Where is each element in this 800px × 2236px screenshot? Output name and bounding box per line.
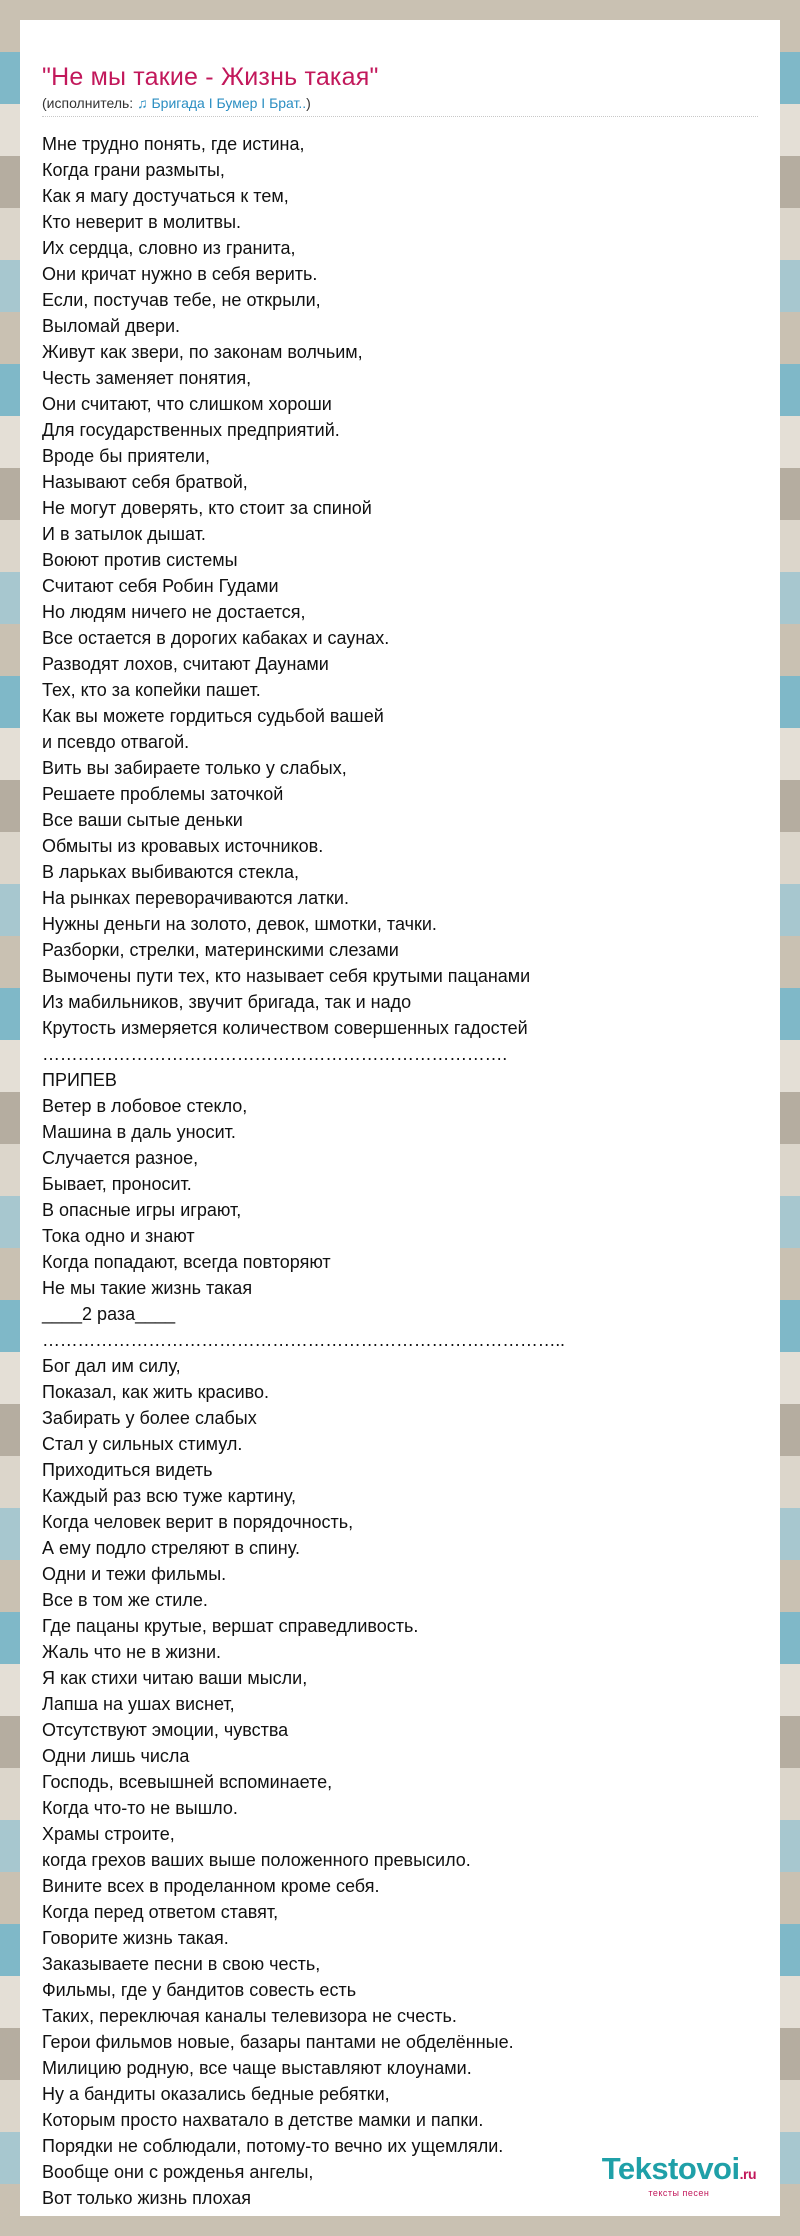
lyric-line: Не мы такие жизнь такая — [42, 1278, 253, 1298]
lyric-line: Как я магу достучаться к тем, — [42, 186, 289, 206]
lyric-line: Все ваши сытые деньки — [42, 810, 243, 830]
lyric-line: Разборки, стрелки, материнскими слезами — [42, 940, 399, 960]
lyric-line: В опасные игры играют, — [42, 1200, 242, 1220]
lyric-line: Из мабильников, звучит бригада, так и надо — [42, 992, 412, 1012]
logo-domain: .ru — [739, 2166, 756, 2182]
song-title: "Не мы такие - Жизнь такая" — [42, 63, 379, 91]
lyric-line: Отсутствуют эмоции, чувства — [42, 1720, 289, 1740]
lyric-line: Бывает, проносит. — [42, 1174, 192, 1194]
lyric-line: Для государственных предприятий. — [42, 420, 340, 440]
lyric-line: ……………………………………………………………………. — [42, 1044, 507, 1064]
lyric-line: Вить вы забираете только у слабых, — [42, 758, 347, 778]
lyric-line: Забирать у более слабых — [42, 1408, 257, 1428]
logo-tagline: тексты песен — [648, 2188, 710, 2198]
lyric-line: Говорите жизнь такая. — [42, 1928, 229, 1948]
lyric-line: Случается разное, — [42, 1148, 199, 1168]
lyric-line: Когда человек верит в порядочность, — [42, 1512, 354, 1532]
lyric-line: Выломай двери. — [42, 316, 181, 336]
lyric-line: Вообще они с рожденья ангелы, — [42, 2162, 314, 2182]
lyric-line: Не могут доверять, кто стоит за спиной — [42, 498, 372, 518]
lyric-line: Если, постучав тебе, не открыли, — [42, 290, 321, 310]
lyric-line: Когда грани размыты, — [42, 160, 225, 180]
lyric-line: Все остается в дорогих кабаках и саунах. — [42, 628, 390, 648]
lyric-line: Приходиться видеть — [42, 1460, 213, 1480]
lyrics-card — [20, 20, 780, 2216]
lyric-line: Я как стихи читаю ваши мысли, — [42, 1668, 308, 1688]
lyric-line: Ну а бандиты оказались бедные ребятки, — [42, 2084, 390, 2104]
lyric-line: Тех, кто за копейки пашет. — [42, 680, 261, 700]
lyric-line: Машина в даль уносит. — [42, 1122, 236, 1142]
lyric-line: Честь заменяет понятия, — [42, 368, 252, 388]
site-logo[interactable] — [602, 2153, 756, 2198]
logo-wordmark — [602, 2153, 756, 2190]
lyric-line: Стал у сильных стимул. — [42, 1434, 243, 1454]
lyric-line: Воюют против системы — [42, 550, 238, 570]
lyric-line: ____2 раза____ — [42, 1304, 176, 1324]
lyric-line: Таких, переключая каналы телевизора не счесть. — [42, 2006, 457, 2026]
lyric-line: На рынках переворачиваются латки. — [42, 888, 349, 908]
lyric-line: Заказываете песни в свою честь, — [42, 1954, 321, 1974]
lyric-line: Вот только жизнь плохая — [42, 2188, 251, 2208]
lyric-line: Они считают, что слишком хороши — [42, 394, 332, 414]
performer-suffix: ) — [306, 95, 311, 111]
lyric-line: Решаете проблемы заточкой — [42, 784, 284, 804]
lyric-line: Жаль что не в жизни. — [42, 1642, 222, 1662]
lyric-line: Показал, как жить красиво. — [42, 1382, 269, 1402]
lyric-line: Кто неверит в молитвы. — [42, 212, 242, 232]
lyric-line: Когда что-то не вышло. — [42, 1798, 238, 1818]
lyric-line: Разводят лохов, считают Даунами — [42, 654, 329, 674]
lyric-line: Каждый раз всю туже картину, — [42, 1486, 297, 1506]
lyric-line: Милицию родную, все чаще выставляют клоунами. — [42, 2058, 472, 2078]
song-performer-line — [42, 94, 758, 117]
lyric-line: ПРИПЕВ — [42, 1070, 117, 1090]
lyrics-text — [42, 131, 758, 2211]
lyric-line: Когда попадают, всегда повторяют — [42, 1252, 331, 1272]
lyric-line: Считают себя Робин Гудами — [42, 576, 279, 596]
performer-prefix: (исполнитель: — [42, 95, 138, 111]
lyric-line: Одни и тежи фильмы. — [42, 1564, 227, 1584]
lyric-line: Все в том же стиле. — [42, 1590, 208, 1610]
lyric-line: Нужны деньги на золото, девок, шмотки, тачки. — [42, 914, 437, 934]
lyric-line: Живут как звери, по законам волчьим, — [42, 342, 363, 362]
lyric-line: Называют себя братвой, — [42, 472, 248, 492]
lyric-line: когда грехов ваших выше положенного превысило. — [42, 1850, 471, 1870]
lyric-line: и псевдо отвагой. — [42, 732, 190, 752]
lyric-line: Тока одно и знают — [42, 1226, 195, 1246]
lyric-line: Когда перед ответом ставят, — [42, 1902, 279, 1922]
lyric-line: Господь, всевышней вспоминаете, — [42, 1772, 333, 1792]
lyric-line: Храмы строите, — [42, 1824, 175, 1844]
lyric-line: Их сердца, словно из гранита, — [42, 238, 296, 258]
lyric-line: Крутость измеряется количеством совершенных гадостей — [42, 1018, 528, 1038]
lyric-line: Которым просто нахватало в детстве мамки и папки. — [42, 2110, 484, 2130]
lyric-line: Обмыты из кровавых источников. — [42, 836, 324, 856]
lyric-line: Лапша на ушах виснет, — [42, 1694, 235, 1714]
lyric-line: Мне трудно понять, где истина, — [42, 134, 305, 154]
lyric-line: Вините всех в проделанном кроме себя. — [42, 1876, 380, 1896]
lyric-line: Бог дал им силу, — [42, 1356, 181, 1376]
lyric-line: Фильмы, где у бандитов совесть есть — [42, 1980, 357, 2000]
lyric-line: Порядки не соблюдали, потому-то вечно их ущемляли. — [42, 2136, 504, 2156]
lyric-line: …………………………………………………………………………….. — [42, 1330, 565, 1350]
lyric-line: Но людям ничего не достается, — [42, 602, 306, 622]
lyric-line: Вроде бы приятели, — [42, 446, 210, 466]
lyric-line: Одни лишь числа — [42, 1746, 190, 1766]
lyric-line: Как вы можете гордиться судьбой вашей — [42, 706, 384, 726]
lyric-line: Где пацаны крутые, вершат справедливость. — [42, 1616, 419, 1636]
lyric-line: Они кричат нужно в себя верить. — [42, 264, 318, 284]
lyric-line: А ему подло стреляют в спину. — [42, 1538, 300, 1558]
lyric-line: Вымочены пути тех, кто называет себя крутыми пацанами — [42, 966, 531, 986]
lyric-line: Ветер в лобовое стекло, — [42, 1096, 248, 1116]
lyric-line: И в затылок дышат. — [42, 524, 206, 544]
lyric-line: Герои фильмов новые, базары пантами не обделённые. — [42, 2032, 514, 2052]
performer-link[interactable]: ♫ Бригада I Бумер I Брат.. — [137, 95, 307, 111]
lyric-line: В ларьках выбиваются стекла, — [42, 862, 299, 882]
logo-brand: Tekstovoi — [601, 2151, 740, 2186]
